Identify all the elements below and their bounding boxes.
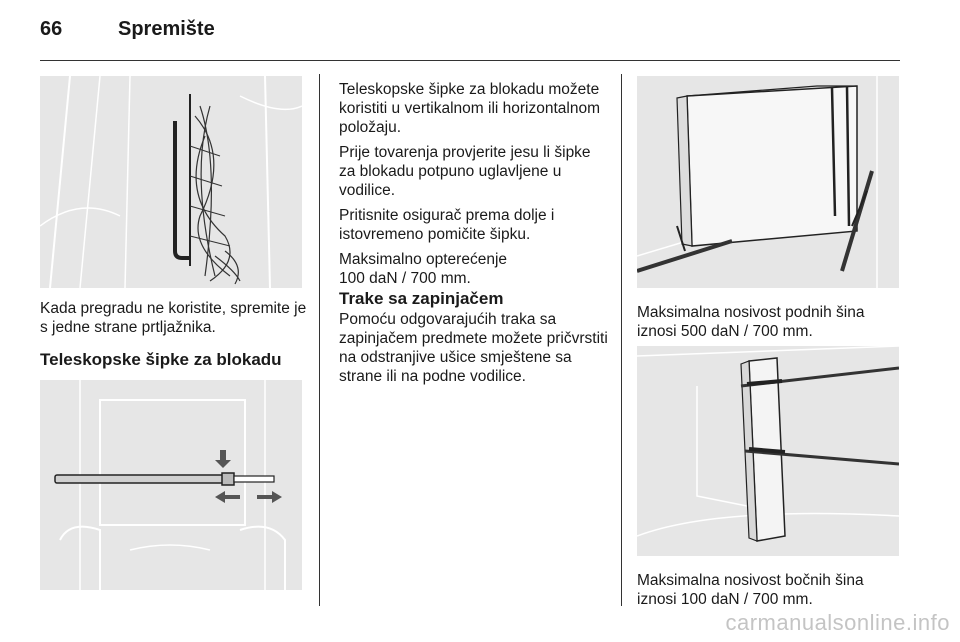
caption-storage-net: Kada pregradu ne koristite, spremite je s jedne strane prtljažnika.: [40, 300, 307, 336]
figure-storage-net: [40, 76, 302, 288]
figure-floor-rails: [637, 76, 899, 288]
telescopic-bar-illustration: [40, 380, 302, 590]
caption-side-rails: Maksimalna nosivost bočnih šina iznosi 100 daN / 700 mm.: [637, 572, 864, 608]
column-divider-right: [621, 74, 622, 606]
page-title: Spremište: [118, 18, 215, 40]
watermark: carmanualsonline.info: [725, 610, 950, 635]
storage-net-illustration: [40, 76, 302, 288]
page-number: 66: [40, 18, 63, 40]
paragraph-press-lock: Pritisnite osigurač prema dolje i istovremeno pomičite šipku.: [339, 207, 555, 243]
figure-side-rails: [637, 346, 899, 556]
figure-telescopic-bar: [40, 380, 302, 590]
paragraph-check-bars: Prije tovarenja provjerite jesu li šipke za blokadu potpuno uglavljene u vodilice.: [339, 144, 591, 199]
side-rails-illustration: [637, 346, 899, 556]
header-rule: [40, 60, 900, 61]
paragraph-max-load: Maksimalno opterećenje 100 daN / 700 mm.: [339, 251, 508, 287]
floor-rails-illustration: [637, 76, 899, 288]
column-divider-left: [319, 74, 320, 606]
text-straps: Pomoću odgovarajućih traka sa zapinjačem predmete možete pričvrstiti na odstranjive ušice smještene sa strane ili na podne vodilice.: [339, 311, 608, 385]
page-header: [40, 18, 215, 48]
heading-telescopic-bars: Teleskopske šipke za blokadu: [40, 350, 282, 369]
heading-straps: Trake sa zapinjačem: [339, 289, 504, 308]
paragraph-orientation: Teleskopske šipke za blokadu možete koristiti u vertikalnom ili horizontalnom položaju.: [339, 81, 601, 136]
text-telescopic-bars: [339, 80, 609, 294]
caption-floor-rails: Maksimalna nosivost podnih šina iznosi 500 daN / 700 mm.: [637, 304, 865, 340]
